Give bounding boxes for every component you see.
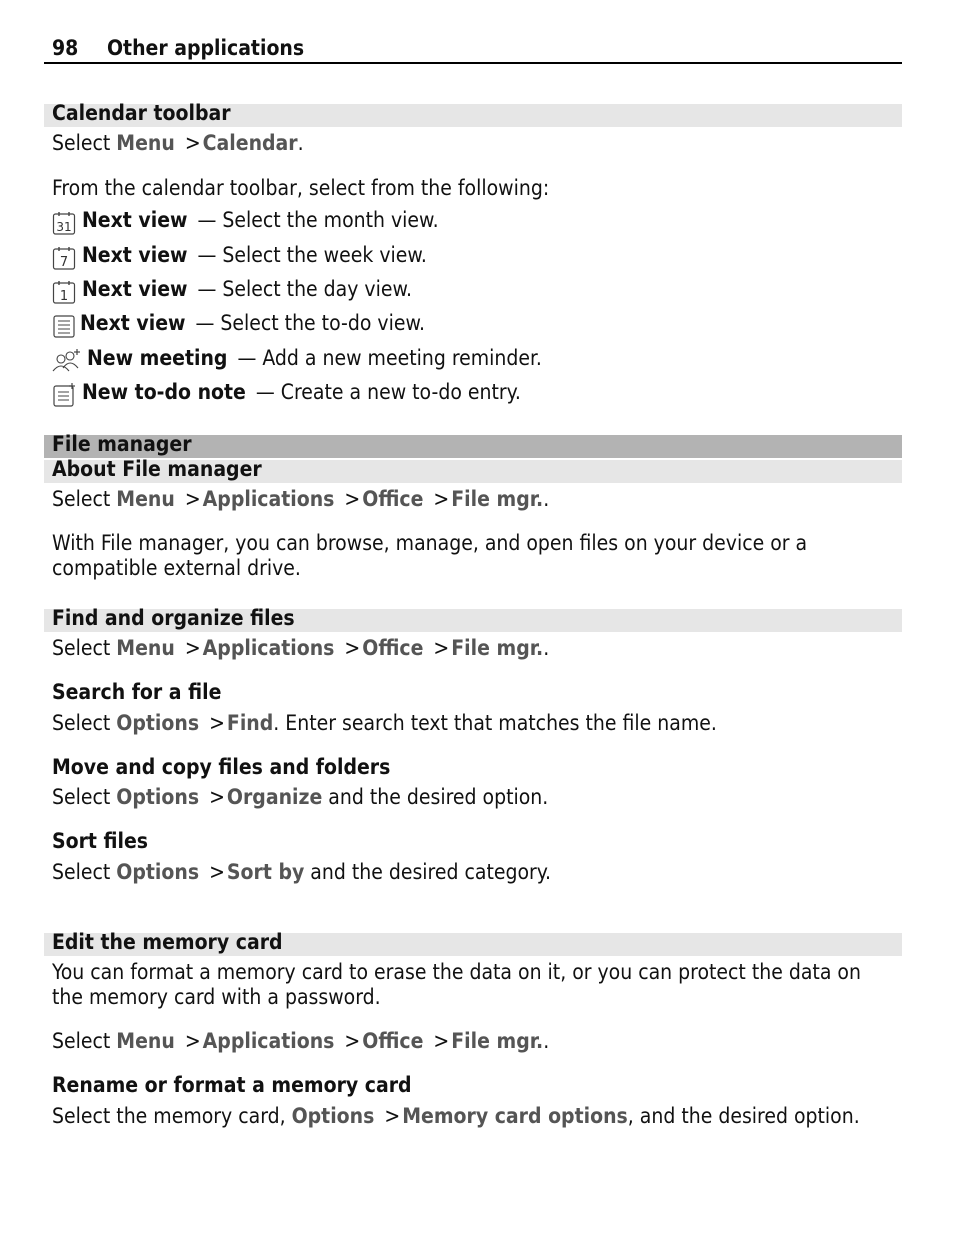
rename-instruction: Select the memory card, Options >Memory card options, and the desired option. <box>52 1104 860 1128</box>
about-text-line-1: With File manager, you can browse, manage, and open files on your device or a <box>52 531 808 555</box>
svg-text:7: 7 <box>59 255 69 270</box>
toolbar-item-new-todo: New to-do note — Create a new to-do entry. <box>82 380 521 404</box>
section-heading-calendar-toolbar: Calendar toolbar <box>44 104 902 127</box>
subheading-sort-files: Sort files <box>52 829 149 853</box>
chapter-title: Other applications <box>107 36 305 60</box>
search-instruction: Select Options >Find. Enter search text that matches the file name. <box>52 711 717 735</box>
move-instruction: Select Options >Organize and the desired option. <box>52 785 549 809</box>
svg-text:1: 1 <box>59 289 69 304</box>
section-heading-file-manager: File manager <box>44 435 902 458</box>
calendar-1-icon <box>52 280 76 304</box>
memory-text-line-1: You can format a memory card to erase the data on it, or you can protect the data on <box>52 960 861 984</box>
memory-path: Select Menu >Applications >Office >File mgr.. <box>52 1029 550 1053</box>
memory-text-line-2: the memory card with a password. <box>52 985 381 1009</box>
about-text-line-2: compatible external drive. <box>52 556 301 580</box>
new-todo-icon <box>52 383 76 407</box>
sort-instruction: Select Options >Sort by and the desired category. <box>52 860 551 884</box>
subheading-search-file: Search for a file <box>52 680 222 704</box>
calendar-31-icon <box>52 211 76 235</box>
page-header <box>44 36 902 64</box>
section-heading-memory-card: Edit the memory card <box>44 933 902 956</box>
todo-list-icon <box>52 314 76 338</box>
subheading-rename-format: Rename or format a memory card <box>52 1073 412 1097</box>
toolbar-item-day: Next view — Select the day view. <box>82 277 413 301</box>
calendar-7-icon <box>52 246 76 270</box>
toolbar-item-week: Next view — Select the week view. <box>82 243 427 267</box>
toolbar-item-todo: Next view — Select the to-do view. <box>80 311 425 335</box>
toolbar-item-new-meeting: New meeting — Add a new meeting reminder. <box>87 346 542 370</box>
calendar-path: Select Menu >Calendar. <box>52 131 304 155</box>
page-number: 98 <box>52 36 79 60</box>
section-heading-find-organize: Find and organize files <box>44 609 902 632</box>
subheading-move-copy: Move and copy files and folders <box>52 755 391 779</box>
section-heading-about-file-manager: About File manager <box>44 460 902 483</box>
about-path: Select Menu >Applications >Office >File mgr.. <box>52 487 550 511</box>
toolbar-item-month: Next view — Select the month view. <box>82 208 439 232</box>
new-meeting-icon <box>52 348 82 372</box>
svg-text:31: 31 <box>56 220 72 234</box>
calendar-intro: From the calendar toolbar, select from the following: <box>52 176 550 200</box>
find-path: Select Menu >Applications >Office >File mgr.. <box>52 636 550 660</box>
